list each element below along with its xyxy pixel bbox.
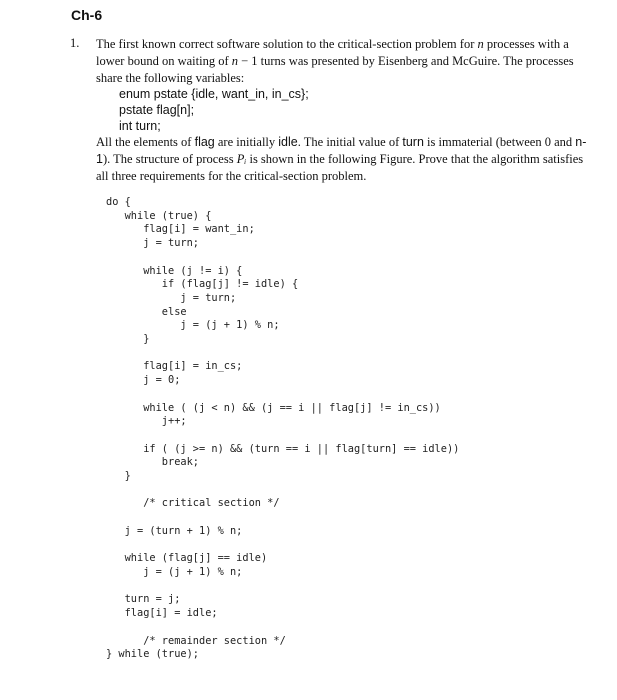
code-line xyxy=(106,621,459,635)
algorithm-code-block xyxy=(106,196,459,662)
code-line xyxy=(106,511,459,525)
code-line xyxy=(106,388,459,402)
variable-line: int turn; xyxy=(119,119,161,133)
code-line: break; xyxy=(106,456,199,469)
code-line: while (j != i) { xyxy=(106,264,243,277)
shared-variables xyxy=(119,86,309,134)
code-line: j = (j + 1) % n; xyxy=(106,565,243,578)
turn-term: turn xyxy=(402,135,424,149)
question-number: 1. xyxy=(70,36,80,50)
code-line: /* remainder section */ xyxy=(106,634,286,647)
code-line: if ( (j >= n) && (turn == i || flag[turn] == idle)) xyxy=(106,442,460,455)
code-line: flag[i] = idle; xyxy=(106,607,218,620)
code-line xyxy=(106,429,459,443)
code-line: do { xyxy=(106,196,131,208)
code-line: } xyxy=(106,333,150,346)
question-body: All the elements of flag are initially idle. The initial value of turn is immaterial (between 0 and n-1). The structure of process Pᵢ is shown in the following Figure. Prove that the algorithm satisfies all three requirements for the critical-section problem. xyxy=(96,135,587,183)
n-minus-1-term: n-1 xyxy=(96,135,587,166)
code-line: j = 0; xyxy=(106,374,181,387)
variable-line: pstate flag[n]; xyxy=(119,103,195,117)
code-line xyxy=(106,580,459,594)
n-variable: n xyxy=(231,54,238,68)
code-line: j = (j + 1) % n; xyxy=(106,319,280,332)
code-line: while (flag[j] == idle) xyxy=(106,552,268,565)
code-line: if (flag[j] != idle) { xyxy=(106,278,299,291)
code-line: turn = j; xyxy=(106,593,181,606)
code-line: j++; xyxy=(106,415,187,428)
code-line: } xyxy=(106,470,131,483)
code-line: flag[i] = in_cs; xyxy=(106,360,243,373)
variable-line: enum pstate {idle, want_in, in_cs}; xyxy=(119,87,309,101)
code-line: while (true) { xyxy=(106,209,212,222)
question-intro: The first known correct software solution to the critical-section problem for n processes with a lower bound on waiting of n − 1 turns was presented by Eisenberg and McGuire. The processes share the following variables: xyxy=(96,37,574,85)
code-line: } while (true); xyxy=(106,648,199,661)
flag-term: flag xyxy=(194,135,215,149)
chapter-heading: Ch-6 xyxy=(71,7,103,23)
code-line xyxy=(106,251,459,265)
n-variable: n xyxy=(477,37,484,51)
code-line: /* critical section */ xyxy=(106,497,280,510)
code-line: while ( (j < n) && (j == i || flag[j] != in_cs)) xyxy=(106,401,441,414)
code-line: flag[i] = want_in; xyxy=(106,223,255,236)
idle-term: idle xyxy=(278,135,298,149)
code-line xyxy=(106,347,459,361)
code-line: else xyxy=(106,305,187,318)
code-line: j = turn; xyxy=(106,237,199,250)
code-line xyxy=(106,539,459,553)
process-pi: Pᵢ xyxy=(236,152,247,166)
code-line: j = turn; xyxy=(106,291,237,304)
code-line: j = (turn + 1) % n; xyxy=(106,524,243,537)
code-line xyxy=(106,484,459,498)
